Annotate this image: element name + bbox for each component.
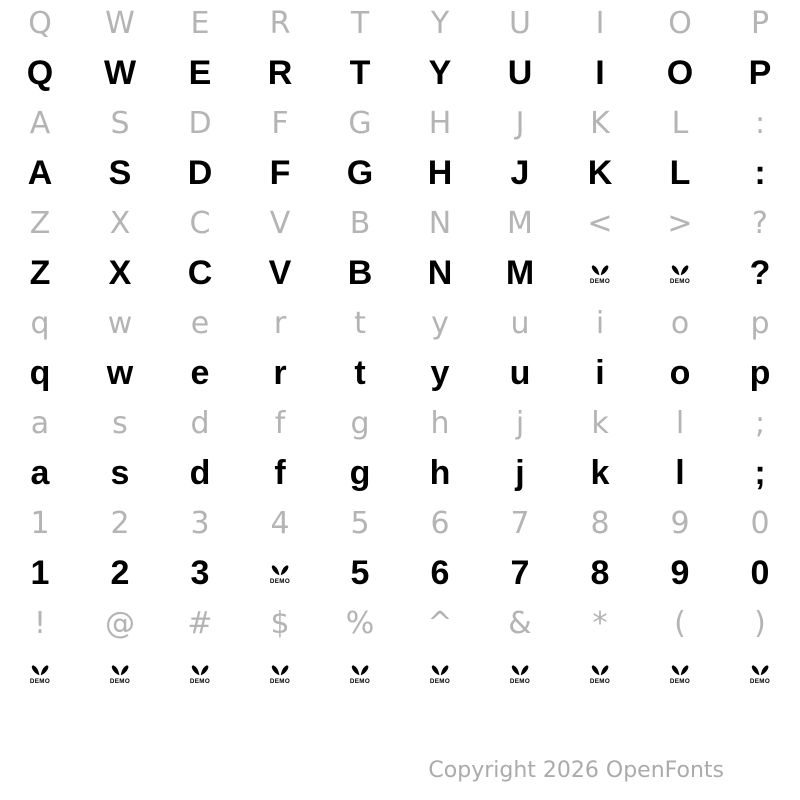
glyph-cell: #	[187, 606, 213, 641]
specimen-row-black-6	[0, 547, 800, 600]
specimen-row-black-5	[0, 447, 800, 500]
glyph-cell: E	[188, 54, 212, 92]
glyph-cell: y	[431, 306, 449, 341]
glyph-cell: 4	[270, 506, 290, 541]
glyph-cell: F	[269, 154, 291, 192]
specimen-pair-5	[0, 400, 800, 500]
glyph-cell: M	[505, 254, 535, 292]
specimen-row-gray-6	[0, 500, 800, 547]
glyph-cell: e	[190, 306, 210, 341]
glyph-cell: 9	[670, 554, 690, 592]
glyph-cell: (	[674, 606, 686, 641]
glyph-cell: f	[274, 406, 286, 441]
glyph-cell: o	[670, 306, 690, 341]
glyph-cell: 6	[430, 554, 450, 592]
glyph-cell: %	[345, 606, 375, 641]
demo-leaves-icon	[668, 663, 692, 684]
glyph-cell: @	[105, 606, 135, 641]
glyph-cell: 1	[30, 506, 50, 541]
glyph-cell: L	[669, 154, 691, 192]
glyph-cell: O	[666, 54, 694, 92]
glyph-cell: y	[430, 354, 450, 392]
glyph-cell: J	[515, 106, 525, 141]
specimen-row-gray-7	[0, 600, 800, 647]
specimen-row-black-4	[0, 347, 800, 400]
glyph-cell: *	[592, 606, 608, 641]
glyph-cell: 7	[510, 506, 530, 541]
glyph-cell: &	[508, 606, 532, 641]
glyph-cell: ?	[749, 254, 771, 292]
glyph-cell: :	[754, 154, 766, 192]
glyph-cell: C	[189, 206, 211, 241]
glyph-cell: C	[187, 254, 213, 292]
glyph-cell: 8	[590, 554, 610, 592]
glyph-cell: O	[668, 6, 692, 41]
glyph-cell: p	[750, 306, 770, 341]
glyph-cell: 9	[670, 506, 690, 541]
svg-text:DEMO: DEMO	[589, 278, 611, 284]
demo-glyph	[640, 647, 720, 700]
glyph-cell: X	[108, 254, 132, 292]
demo-glyph	[160, 647, 240, 700]
glyph-cell: U	[509, 6, 531, 41]
glyph-cell: X	[109, 206, 131, 241]
demo-leaves-icon	[268, 563, 292, 584]
glyph-cell: f	[274, 454, 286, 492]
demo-glyph	[640, 247, 720, 300]
glyph-cell: Z	[29, 254, 51, 292]
glyph-cell: t	[354, 306, 366, 341]
glyph-cell: H	[428, 106, 452, 141]
glyph-cell: d	[190, 406, 210, 441]
demo-leaves-icon	[748, 663, 772, 684]
glyph-cell: 7	[510, 554, 530, 592]
svg-text:DEMO: DEMO	[589, 678, 611, 684]
glyph-cell: 2	[110, 506, 130, 541]
specimen-row-gray-1	[0, 0, 800, 47]
glyph-cell: Q	[26, 54, 54, 92]
glyph-cell: R	[269, 6, 291, 41]
glyph-cell: e	[190, 354, 210, 392]
glyph-cell: ?	[752, 206, 768, 241]
glyph-cell: )	[754, 606, 766, 641]
demo-leaves-icon	[348, 663, 372, 684]
specimen-pair-6	[0, 500, 800, 600]
glyph-cell: i	[595, 306, 605, 341]
demo-leaves-icon	[28, 663, 52, 684]
glyph-cell: h	[430, 406, 450, 441]
glyph-cell: r	[273, 306, 287, 341]
demo-leaves-icon	[588, 263, 612, 284]
specimen-pair-2	[0, 100, 800, 200]
specimen-pair-1	[0, 0, 800, 100]
glyph-cell: :	[754, 106, 766, 141]
copyright-text: Copyright 2026 OpenFonts	[428, 758, 724, 783]
svg-text:DEMO: DEMO	[429, 678, 451, 684]
glyph-cell: D	[187, 154, 213, 192]
svg-text:DEMO: DEMO	[749, 678, 771, 684]
svg-text:DEMO: DEMO	[269, 678, 291, 684]
glyph-cell: 0	[750, 554, 770, 592]
glyph-cell: V	[269, 206, 291, 241]
svg-text:DEMO: DEMO	[189, 678, 211, 684]
demo-glyph	[480, 647, 560, 700]
glyph-cell: I	[595, 54, 605, 92]
specimen-pair-7	[0, 600, 800, 700]
glyph-cell: J	[510, 154, 530, 192]
glyph-cell: a	[30, 406, 50, 441]
glyph-cell: l	[675, 454, 685, 492]
glyph-cell: 3	[190, 506, 210, 541]
specimen-row-black-2	[0, 147, 800, 200]
demo-leaves-icon	[428, 663, 452, 684]
svg-text:DEMO: DEMO	[349, 678, 371, 684]
glyph-cell: 5	[350, 506, 370, 541]
glyph-cell: 0	[750, 506, 770, 541]
glyph-cell: U	[507, 54, 533, 92]
glyph-cell: d	[189, 454, 211, 492]
specimen-row-black-3	[0, 247, 800, 300]
glyph-cell: $	[270, 606, 290, 641]
glyph-cell: ^	[427, 606, 453, 641]
demo-glyph	[400, 647, 480, 700]
svg-text:DEMO: DEMO	[509, 678, 531, 684]
glyph-cell: F	[271, 106, 289, 141]
glyph-cell: s	[112, 406, 128, 441]
glyph-cell: >	[667, 206, 693, 241]
glyph-cell: 5	[350, 554, 370, 592]
glyph-cell: B	[349, 206, 371, 241]
glyph-cell: A	[27, 154, 53, 192]
glyph-cell: t	[354, 354, 366, 392]
glyph-cell: ;	[754, 454, 766, 492]
glyph-cell: u	[510, 306, 530, 341]
svg-text:DEMO: DEMO	[109, 678, 131, 684]
specimen-row-gray-4	[0, 300, 800, 347]
glyph-cell: i	[595, 354, 605, 392]
glyph-cell: j	[515, 454, 525, 492]
svg-text:DEMO: DEMO	[269, 578, 291, 584]
glyph-cell: g	[349, 454, 371, 492]
demo-glyph	[720, 647, 800, 700]
glyph-cell: u	[509, 354, 531, 392]
svg-text:DEMO: DEMO	[669, 678, 691, 684]
glyph-cell: K	[587, 154, 613, 192]
demo-glyph	[560, 647, 640, 700]
demo-leaves-icon	[188, 663, 212, 684]
svg-text:DEMO: DEMO	[669, 278, 691, 284]
glyph-cell: Y	[428, 54, 452, 92]
glyph-cell: S	[110, 106, 130, 141]
glyph-cell: k	[591, 406, 609, 441]
demo-glyph	[240, 547, 320, 600]
specimen-row-gray-2	[0, 100, 800, 147]
glyph-cell: j	[515, 406, 525, 441]
glyph-cell: g	[350, 406, 370, 441]
glyph-cell: k	[590, 454, 610, 492]
glyph-cell: T	[349, 54, 371, 92]
glyph-cell: B	[347, 254, 373, 292]
glyph-cell: 8	[590, 506, 610, 541]
demo-glyph	[320, 647, 400, 700]
glyph-cell: w	[106, 354, 134, 392]
glyph-cell: W	[105, 6, 135, 41]
glyph-cell: N	[427, 254, 453, 292]
glyph-cell: T	[350, 6, 370, 41]
glyph-cell: G	[346, 154, 374, 192]
demo-leaves-icon	[268, 663, 292, 684]
glyph-cell: L	[671, 106, 689, 141]
glyph-cell: 1	[30, 554, 50, 592]
glyph-cell: M	[507, 206, 533, 241]
glyph-cell: P	[750, 6, 770, 41]
glyph-cell: a	[30, 454, 50, 492]
specimen-pair-4	[0, 300, 800, 400]
demo-glyph	[240, 647, 320, 700]
glyph-cell: E	[190, 6, 210, 41]
demo-leaves-icon	[508, 663, 532, 684]
glyph-cell: o	[669, 354, 691, 392]
specimen-row-gray-5	[0, 400, 800, 447]
specimen-row-black-7	[0, 647, 800, 700]
glyph-cell: I	[595, 6, 605, 41]
glyph-cell: N	[428, 206, 452, 241]
specimen-pair-3	[0, 200, 800, 300]
glyph-cell: h	[429, 454, 451, 492]
glyph-cell: q	[29, 354, 51, 392]
glyph-cell: ;	[754, 406, 766, 441]
glyph-cell: D	[188, 106, 212, 141]
glyph-cell: Z	[29, 206, 51, 241]
demo-leaves-icon	[108, 663, 132, 684]
demo-leaves-icon	[588, 663, 612, 684]
specimen-row-gray-3	[0, 200, 800, 247]
glyph-cell: S	[108, 154, 132, 192]
svg-text:DEMO: DEMO	[29, 678, 51, 684]
glyph-cell: <	[587, 206, 613, 241]
glyph-cell: H	[427, 154, 453, 192]
glyph-cell: s	[110, 454, 130, 492]
glyph-cell: 3	[190, 554, 210, 592]
glyph-cell: K	[590, 106, 610, 141]
glyph-cell: W	[103, 54, 137, 92]
demo-glyph	[0, 647, 80, 700]
glyph-cell: P	[748, 54, 772, 92]
glyph-cell: 2	[110, 554, 130, 592]
glyph-cell: Y	[430, 6, 450, 41]
glyph-cell: V	[268, 254, 292, 292]
glyph-cell: w	[107, 306, 133, 341]
glyph-cell: p	[749, 354, 771, 392]
glyph-cell: G	[348, 106, 372, 141]
glyph-cell: l	[675, 406, 685, 441]
glyph-cell: q	[30, 306, 50, 341]
glyph-cell: Q	[28, 6, 52, 41]
glyph-cell: r	[273, 354, 287, 392]
glyph-cell: !	[33, 606, 47, 641]
glyph-cell: R	[267, 54, 293, 92]
demo-glyph	[80, 647, 160, 700]
glyph-cell: A	[29, 106, 51, 141]
glyph-cell: 6	[430, 506, 450, 541]
demo-glyph	[560, 247, 640, 300]
specimen-row-black-1	[0, 47, 800, 100]
demo-leaves-icon	[668, 263, 692, 284]
